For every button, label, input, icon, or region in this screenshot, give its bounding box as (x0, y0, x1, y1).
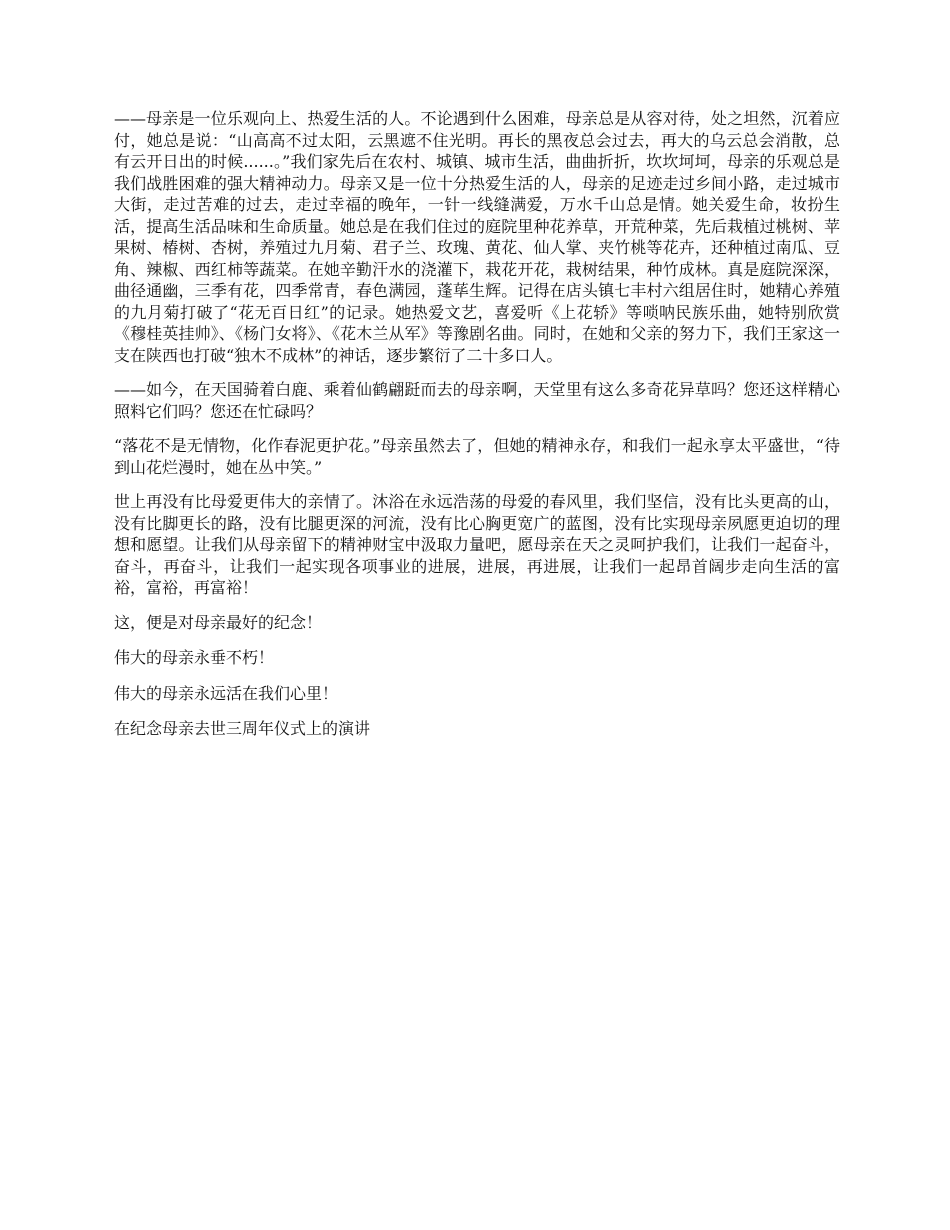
paragraph-mother-optimism: ——母亲是一位乐观向上、热爱生活的人。不论遇到什么困难，母亲总是从容对待，处之坦然，沉着应付，她总是说：“山高高不过太阳，云黑遮不住光明。再长的黑夜总会过去，再大的乌云总会消散，总有云开日出的时候......。”我们家先后在农村、城镇、城市生活，曲曲折折，坎坎坷坷，母亲的乐观总是我们战胜困难的强大精神动力。母亲又是一位十分热爱生活的人，母亲的足迹走过乡间小路，走过城市大街，走过苦难的过去，走过幸福的晚年，一针一线缝满爱，万水千山总是情。她关爱生命，妆扮生活，提高生活品味和生命质量。她总是在我们住过的庭院里种花养草，开荒种菜，先后栽植过桃树、苹果树、椿树、杏树，养殖过九月菊、君子兰、玫瑰、黄花、仙人掌、夹竹桃等花卉，还种植过南瓜、豆角、辣椒、西红柿等蔬菜。在她辛勤汗水的浇灌下，栽花开花，栽树结果，种竹成林。真是庭院深深，曲径通幽，三季有花，四季常青，春色满园，蓬荜生辉。记得在店头镇七丰村六组居住时，她精心养殖的九月菊打破了“花无百日红”的记录。她热爱文艺，喜爱听《上花轿》等唢呐民族乐曲，她特别欣赏《穆桂英挂帅》、《杨门女将》、《花木兰从军》等豫剧名曲。同时，在她和父亲的努力下，我们王家这一支在陕西也打破“独木不成林”的神话，逐步繁衍了二十多口人。 (114, 109, 840, 365)
paragraph-mothers-love: 世上再没有比母爱更伟大的亲情了。沐浴在永远浩荡的母爱的春风里，我们坚信，没有比头更高的山，没有比脚更长的路，没有比腿更深的河流，没有比心胸更宽广的蓝图，没有比实现母亲夙愿更迫切的理想和愿望。让我们从母亲留下的精神财宝中汲取力量吧，愿母亲在天之灵呵护我们，让我们一起奋斗，奋斗，再奋斗，让我们一起实现各项事业的进展，进展，再进展，让我们一起昂首阔步走向生活的富裕，富裕，再富裕！ (114, 492, 840, 597)
paragraph-best-memorial: 这，便是对母亲最好的纪念！ (114, 612, 323, 632)
paragraph-in-our-hearts: 伟大的母亲永远活在我们心里！ (114, 683, 339, 703)
paragraph-falling-flowers-poem: “落花不是无情物，化作春泥更护花。”母亲虽然去了，但她的精神永存，和我们一起永享太平盛世，“待到山花烂漫时，她在丛中笑。” (114, 436, 840, 477)
document-body (114, 108, 840, 754)
paragraph-heaven-question: ——如今，在天国骑着白鹿、乘着仙鹤翩跹而去的母亲啊，天堂里有这么多奇花异草吗？您还这样精心照料它们吗？您还在忙碌吗？ (114, 380, 840, 421)
speech-occasion-line: 在纪念母亲去世三周年仪式上的演讲 (114, 719, 371, 738)
paragraph-immortal: 伟大的母亲永垂不朽！ (114, 648, 275, 667)
